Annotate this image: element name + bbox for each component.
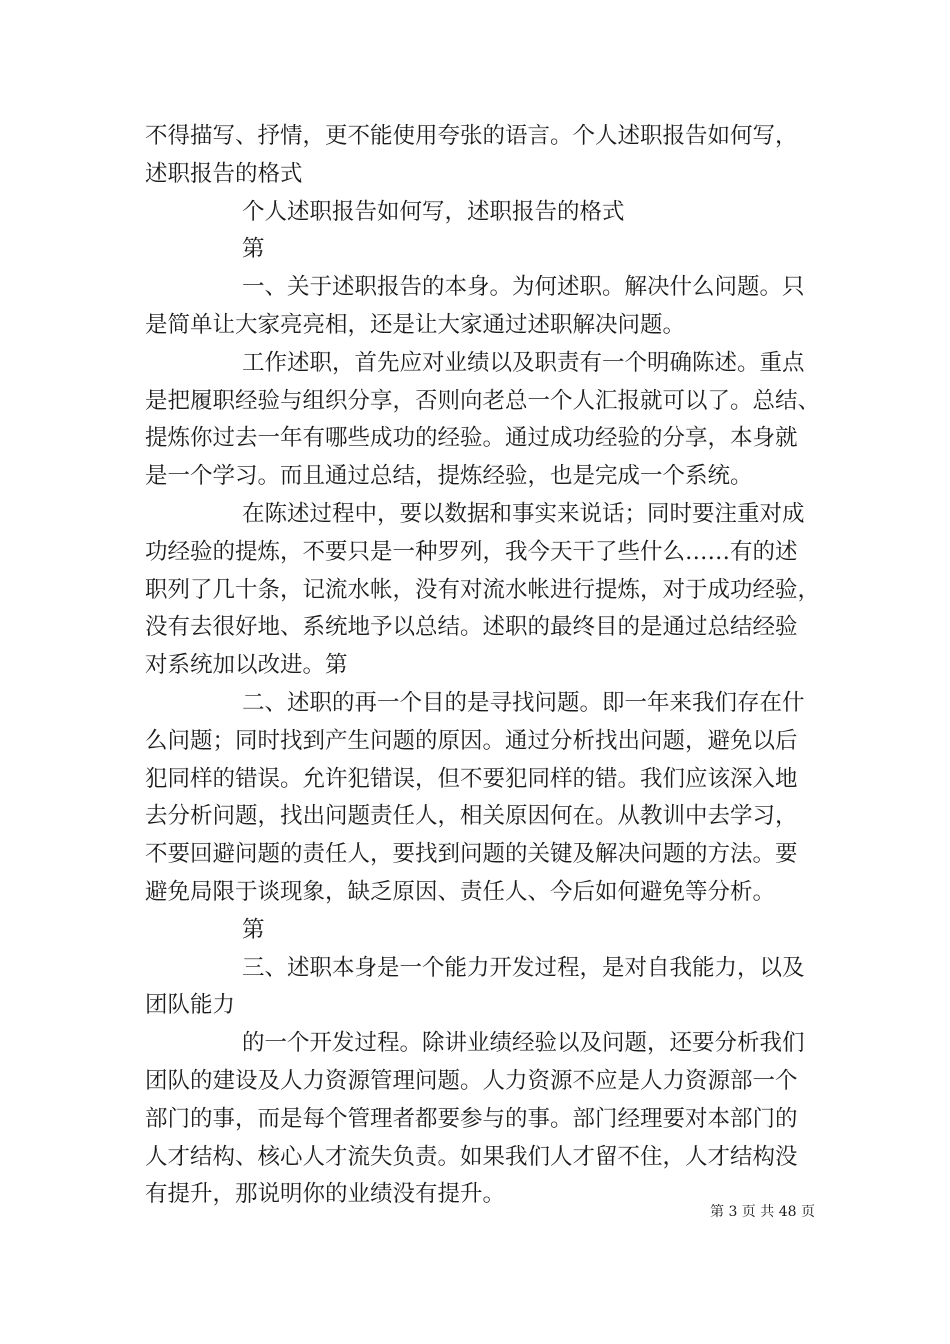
paragraph-start: 工作述职，首先应对业绩以及职责有一个明确陈述。重点 (242, 349, 805, 376)
text-line: 不得描写、抒情，更不能使用夸张的语言。个人述职报告如何写， (145, 123, 798, 149)
text-line: 犯同样的错误。允许犯错误，但不要犯同样的错。我们应该深入地 (145, 765, 798, 792)
paragraph-start: 在陈述过程中，要以数据和事实来说话；同时要注重对成 (242, 500, 805, 527)
text-line: 是简单让大家亮亮相，还是让大家通过述职解决问题。 (145, 311, 686, 338)
text-line: 是把履职经验与组织分享，否则向老总一个人汇报就可以了。总结、 (145, 387, 821, 414)
text-line: 述职报告的格式 (145, 160, 303, 187)
text-line: 第 (242, 916, 265, 943)
section-heading: 个人述职报告如何写，述职报告的格式 (242, 198, 625, 225)
text-line: 有提升，那说明你的业绩没有提升。 (145, 1181, 506, 1208)
text-line: 第 (242, 236, 265, 263)
page-number: 第 3 页 共 48 页 (710, 1204, 815, 1220)
text-line: 人才结构、核心人才流失负责。如果我们人才留不住，人才结构没 (145, 1143, 798, 1170)
text-line: 是一个学习。而且通过总结，提炼经验，也是完成一个系统。 (145, 463, 753, 490)
text-line: 团队能力 (145, 992, 236, 1019)
text-line: 提炼你过去一年有哪些成功的经验。通过成功经验的分享，本身就 (145, 425, 798, 452)
text-line: 避免局限于谈现象，缺乏原因、责任人、今后如何避免等分析。 (145, 878, 776, 905)
text-line: 不要回避问题的责任人，要找到问题的关键及解决问题的方法。要 (145, 841, 798, 868)
document-page (145, 118, 821, 1214)
paragraph-start: 二、述职的再一个目的是寻找问题。即一年来我们存在什 (242, 689, 805, 716)
text-line: 部门的事，而是每个管理者都要参与的事。部门经理要对本部门的 (145, 1105, 798, 1132)
paragraph-start: 的一个开发过程。除讲业绩经验以及问题，还要分析我们 (242, 1030, 805, 1057)
paragraph-start: 一、关于述职报告的本身。为何述职。解决什么问题。只 (242, 274, 805, 301)
text-line: 职列了几十条，记流水帐，没有对流水帐进行提炼，对于成功经验， (145, 576, 821, 603)
paragraph-start: 三、述职本身是一个能力开发过程，是对自我能力，以及 (242, 954, 805, 981)
text-line: 对系统加以改进。第 (145, 652, 348, 679)
text-line: 没有去很好地、系统地予以总结。述职的最终目的是通过总结经验 (145, 614, 798, 641)
text-line: 团队的建设及人力资源管理问题。人力资源不应是人力资源部一个 (145, 1067, 798, 1094)
text-line: 去分析问题，找出问题责任人，相关原因何在。从教训中去学习， (145, 803, 798, 830)
text-line: 么问题；同时找到产生问题的原因。通过分析找出问题，避免以后 (145, 727, 798, 754)
text-line: 功经验的提炼，不要只是一种罗列，我今天干了些什么……有的述 (145, 538, 798, 565)
